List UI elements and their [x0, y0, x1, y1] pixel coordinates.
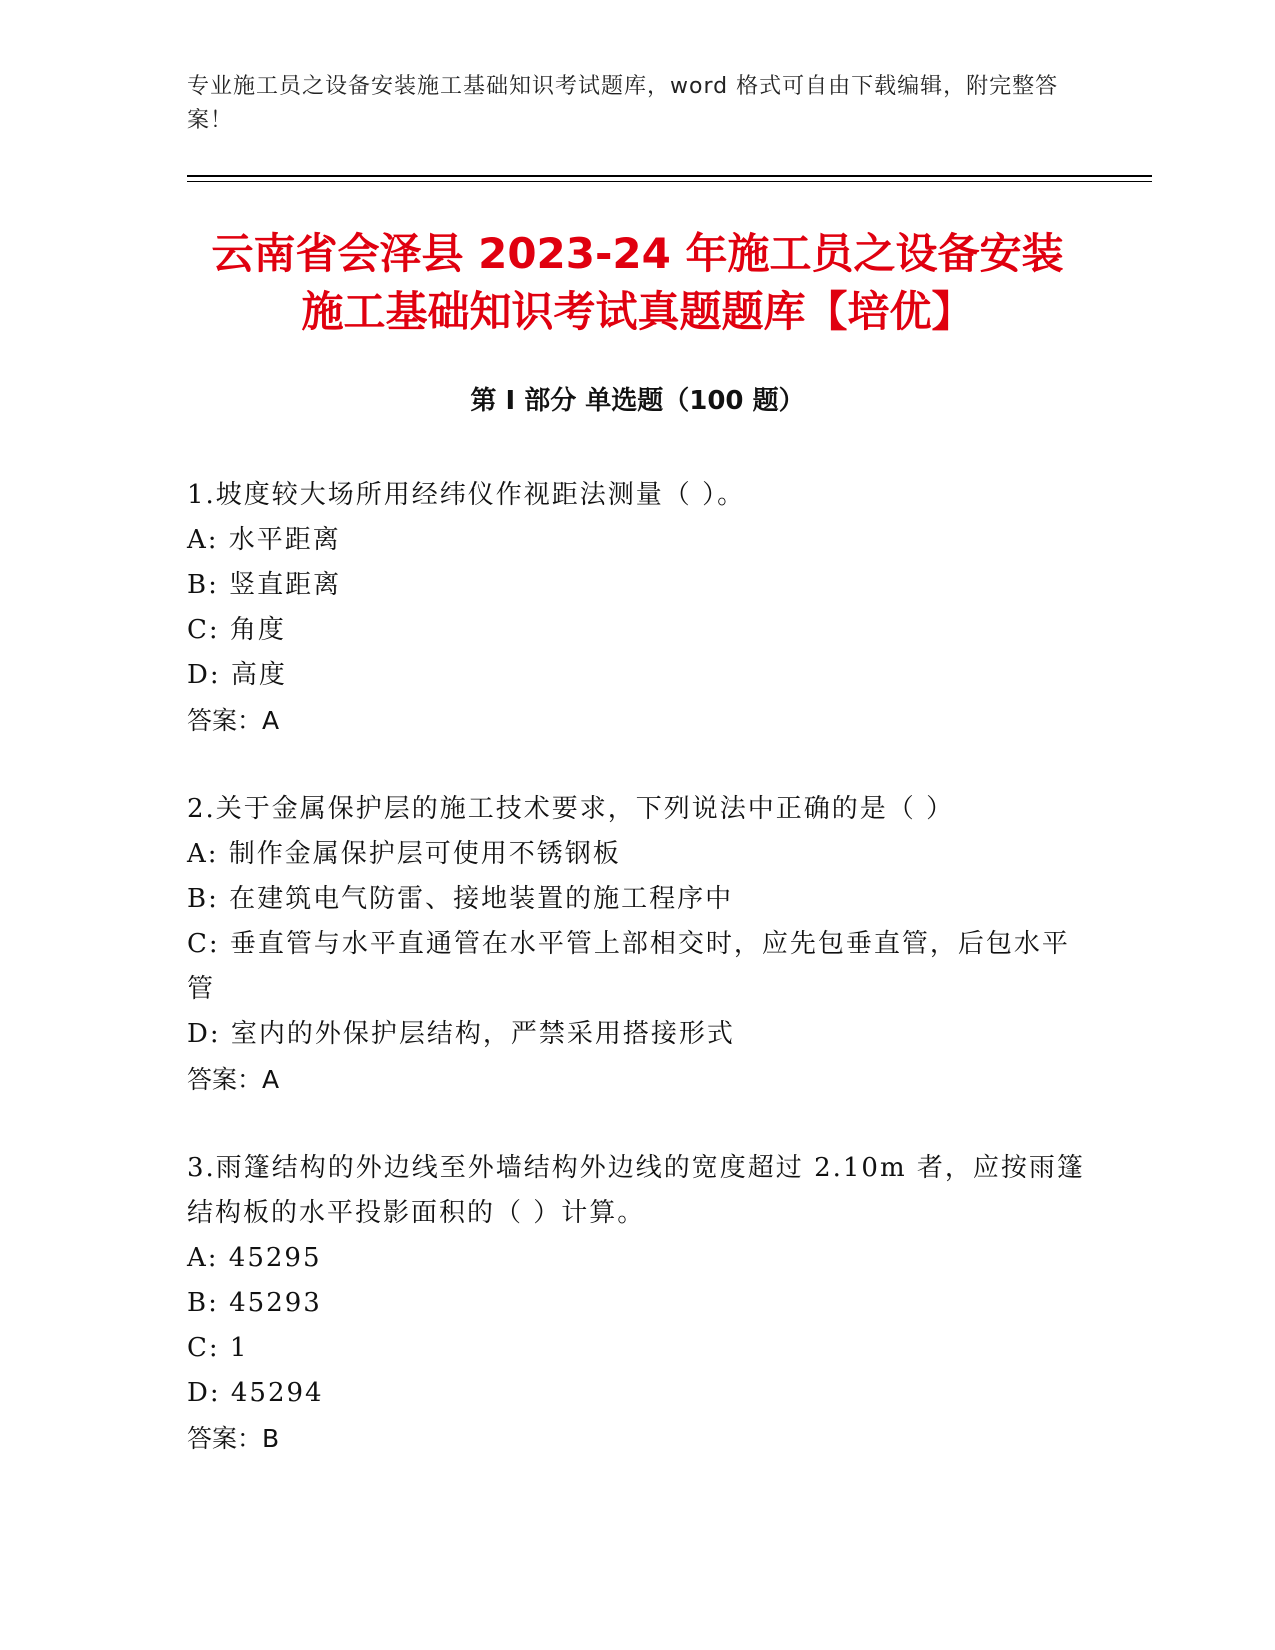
option-d: D: 高度	[187, 660, 287, 690]
page-title	[140, 225, 1135, 341]
question-item	[187, 1146, 1087, 1461]
answer: 答案：A	[187, 1065, 280, 1094]
question-item	[187, 473, 1087, 743]
answer: 答案：A	[187, 706, 280, 735]
option-b: B: 45293	[187, 1288, 322, 1318]
question-list	[187, 473, 1087, 1505]
header-rule-thick	[187, 175, 1152, 177]
answer: 答案：B	[187, 1424, 280, 1453]
option-c: C: 垂直管与水平直通管在水平管上部相交时，应先包垂直管，后包水平管	[187, 929, 1070, 1004]
option-a: A: 制作金属保护层可使用不锈钢板	[187, 839, 621, 869]
option-b: B: 在建筑电气防雷、接地装置的施工程序中	[187, 884, 734, 914]
question-item	[187, 787, 1087, 1102]
question-stem: 3.雨篷结构的外边线至外墙结构外边线的宽度超过 2.10m 者，应按雨篷结构板的水平投影面积的（ ）计算。	[187, 1153, 1085, 1228]
option-c: C: 1	[187, 1333, 249, 1363]
section-title: 第 I 部分 单选题（100 题）	[470, 386, 805, 416]
question-stem: 1.坡度较大场所用经纬仪作视距法测量（ ）。	[187, 480, 746, 510]
option-c: C: 角度	[187, 615, 286, 645]
option-d: D: 室内的外保护层结构，严禁采用搭接形式	[187, 1019, 735, 1049]
option-a: A: 45295	[187, 1243, 322, 1273]
option-b: B: 竖直距离	[187, 570, 342, 600]
option-a: A: 水平距离	[187, 525, 341, 555]
header-note: 专业施工员之设备安装施工基础知识考试题库，word 格式可自由下载编辑，附完整答案！	[187, 74, 1059, 133]
title-line-1: 云南省会泽县 2023-24 年施工员之设备安装	[211, 229, 1064, 278]
option-d: D: 45294	[187, 1378, 324, 1408]
header-rule-thin	[187, 181, 1152, 182]
question-stem: 2.关于金属保护层的施工技术要求，下列说法中正确的是（ ）	[187, 794, 955, 824]
title-line-2: 施工基础知识考试真题题库【培优】	[301, 287, 974, 336]
